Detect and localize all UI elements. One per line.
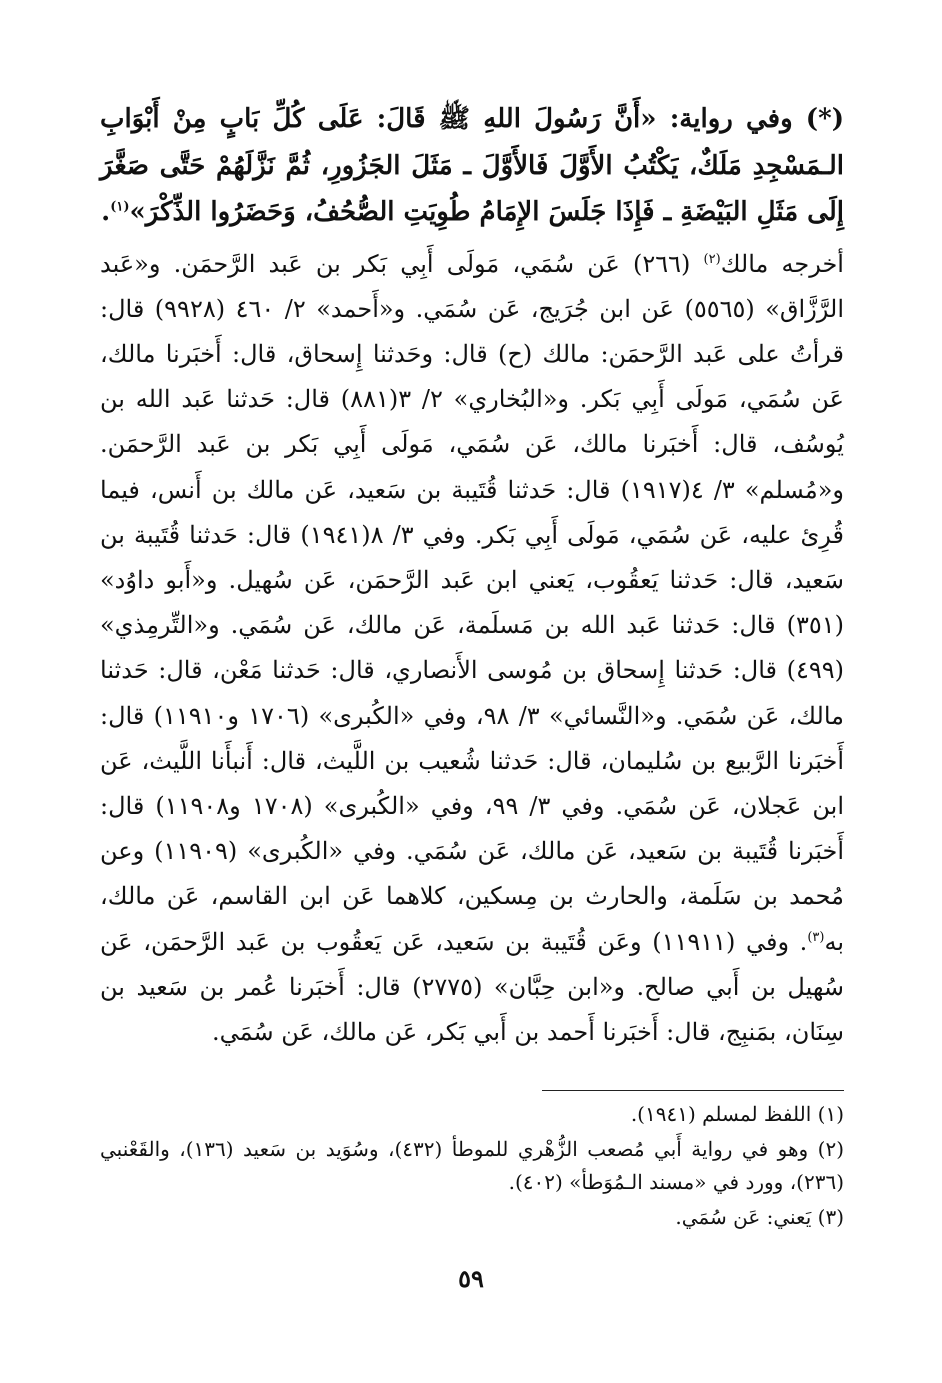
main-text	[100, 96, 844, 1055]
footnote-1: (١) اللفظ لمسلم (١٩٤١).	[630, 1102, 844, 1126]
footnote-ref-1: (١)	[110, 199, 130, 215]
hadith-text: (*) وفي رواية: «أَنَّ رَسُولَ اللهِ ﷺ قَالَ: عَلَى كُلِّ بَابٍ مِنْ أَبْوَابِ الـمَسْجِدِ مَلَكٌ، يَكْتُبُ الأَوَّلَ فَالأَوَّلَ ـ مَثَلَ الجَزُورِ، ثُمَّ نَزَّلَهُمْ حَتَّى صَغَّرَ إِلَى مَثَلِ البَيْضَةِ ـ فَإِذَا جَلَسَ الإِمَامُ طُوِيَتِ الصُّحُفُ، وَحَضَرُوا الذِّكْرَ»	[100, 104, 844, 227]
footnote-ref-3: (٣)	[807, 929, 825, 945]
takhrij-paragraph	[100, 242, 844, 1056]
footnote-2: (٢) وهو في رواية أَبي مُصعب الزُّهْري للموطأ (٤٣٢)، وسُوَيد بن سَعيد (١٣٦)، والقَعْنبي (٢٣٦)، وورد في «مسند الـمُوَطأ» (٤٠٢).	[100, 1137, 844, 1194]
takhrij-seg-3: . وفي (١١٩١١) وعَن قُتَيبة بن سَعيد، عَن يَعقُوب بن عَبد الرَّحمَن، عَن سُهيل بن أَبي صالح. و«ابن حِبَّان» (٢٧٧٥) قال: أَخبَرنا عُمر بن سَعيد بن سِنَان، بمَنبِج، قال: أَخبَرنا أَحمد بن أَبي بَكر، عَن مالك، عَن سُمَي.	[100, 927, 844, 1046]
footnote-divider	[542, 1090, 844, 1091]
takhrij-seg-2: (٢٦٦) عَن سُمَي، مَولَى أَبِي بَكر بن عَبد الرَّحمَن. و«عَبد الرَّزَّاق» (٥٥٦٥) عَن ابن جُرَيج، عَن سُمَي. و«أَحمد» ٢/ ٤٦٠ (٩٩٢٨) قال: قرأتُ على عَبد الرَّحمَن: مالك (ح) قال: وحَدثنا إِسحاق، قال: أَخبَرنا مالك، عَن سُمَي، مَولَى أَبِي بَكر. و«البُخاري» ٢/ ٣(٨٨١) قال: حَدثنا عَبد الله بن يُوسُف، قال: أَخبَرنا مالك، عَن سُمَي، مَولَى أَبِي بَكر بن عَبد الرَّحمَن. و«مُسلم» ٣/ ٤(١٩١٧) قال: حَدثنا قُتَيبة بن سَعيد، عَن مالك بن أَنس، فيما قُرِئ عليه، عَن سُمَي، مَولَى أَبِي بَكر. وفي ٣/ ٨(١٩٤١) قال: حَدثنا قُتَيبة بن سَعيد، قال: حَدثنا يَعقُوب، يَعني ابن عَبد الرَّحمَن، عَن سُهيل. و«أَبو داوُد» (٣٥١) قال: حَدثنا عَبد الله بن مَسلَمة، عَن مالك، عَن سُمَي. و«التِّرمِذي» (٤٩٩) قال: حَدثنا إِسحاق بن مُوسى الأَنصاري، قال: حَدثنا مَعْن، قال: حَدثنا مالك، عَن سُمَي. و«النَّسائي» ٣/ ٩٨، وفي «الكُبرى» (١٧٠٦ و١١٩١٠) قال: أَخبَرنا الرَّبيع بن سُليمان، قال: حَدثنا شُعيب بن اللَّيث، قال: أَنبأَنا اللَّيث، عَن ابن عَجلان، عَن سُمَي. وفي ٣/ ٩٩، وفي «الكُبرى» (١٧٠٨ و١١٩٠٨) قال: أَخبَرنا قُتَيبة بن سَعيد، عَن مالك، عَن سُمَي. وفي «الكُبرى» (١١٩٠٩) وعن مُحمد بن سَلَمة، والحارث بن مِسكين، كلاهما عَن ابن القاسم، عَن مالك، به	[100, 249, 845, 956]
footnote-ref-2: (٢)	[703, 251, 721, 267]
footnote-3: (٣) يَعني: عَن سُمَي.	[675, 1205, 844, 1229]
hadith-end: .	[101, 197, 111, 227]
footnotes	[100, 1098, 844, 1236]
hadith-paragraph	[100, 96, 844, 236]
page-number: ٥٩	[458, 1264, 484, 1293]
takhrij-seg-1: أخرجه مالك	[720, 249, 844, 278]
